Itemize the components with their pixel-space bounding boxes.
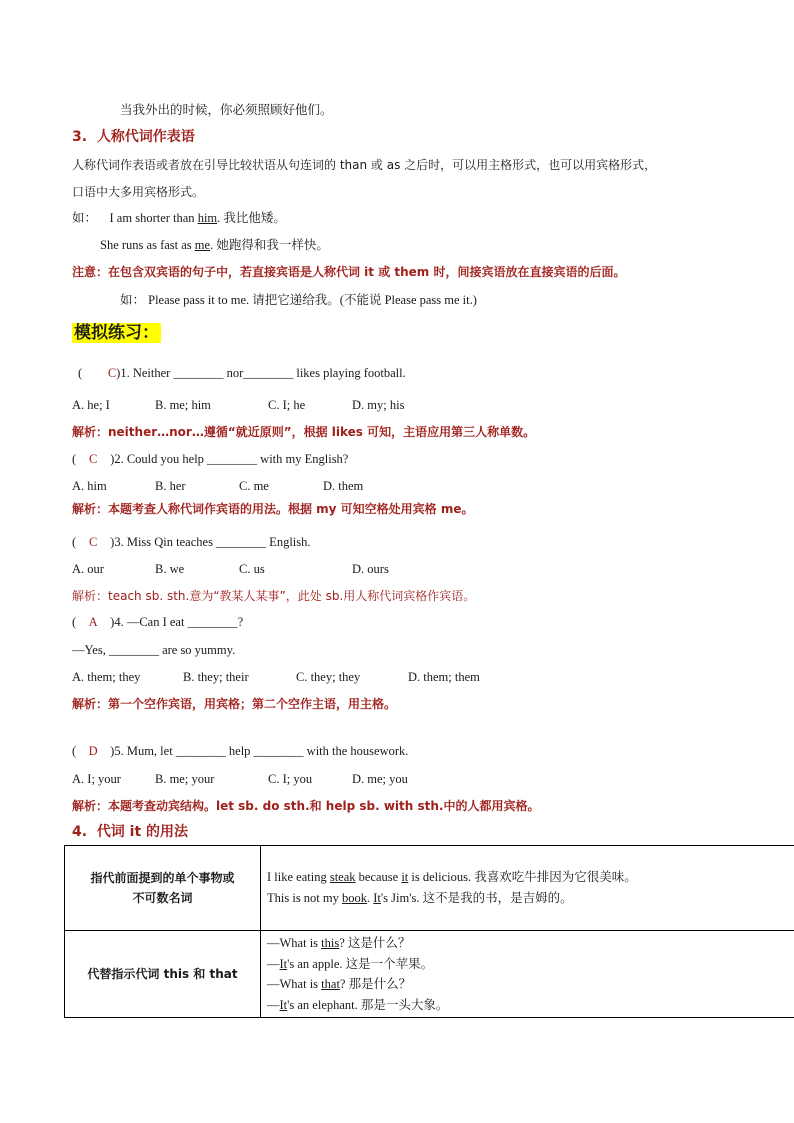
section-3-number: 3. bbox=[72, 129, 88, 145]
text: 's an elephant. 那是一头大象。 bbox=[287, 997, 449, 1012]
question-2-stem: )2. Could you help ________ with my English? bbox=[110, 452, 349, 466]
note-example: 如： Please pass it to me. 请把它递给我。(不能说 Please pass me it.) bbox=[120, 293, 477, 307]
question-3-stem: )3. Miss Qin teaches ________ English. bbox=[110, 535, 311, 549]
table-row bbox=[65, 931, 794, 1018]
example-1-text: I am shorter than bbox=[109, 211, 198, 225]
q4-analysis: 解析：第一个空作宾语，用宾格；第二个空作主语，用主格。 bbox=[72, 697, 397, 711]
section-3-para-2: 口语中大多用宾格形式。 bbox=[72, 185, 205, 199]
q4-option-c: C. they; they bbox=[296, 670, 361, 684]
question-4-open: ( bbox=[72, 615, 77, 629]
text: 's an apple. 这是一个苹果。 bbox=[287, 956, 434, 971]
section-3-title: 人称代词作表语 bbox=[96, 129, 195, 145]
q1-option-a: A. he; I bbox=[72, 398, 110, 412]
intro-line: 当我外出的时候，你必须照顾好他们。 bbox=[120, 102, 333, 117]
q4-option-d: D. them; them bbox=[408, 670, 480, 684]
table-row-2-body bbox=[261, 931, 794, 1018]
question-5 bbox=[72, 743, 408, 759]
question-4 bbox=[72, 614, 243, 630]
q3-option-a: A. our bbox=[72, 562, 104, 576]
row-2-line-2 bbox=[267, 954, 793, 975]
question-5-stem: )5. Mum, let ________ help ________ with the housework. bbox=[110, 744, 409, 758]
q5-analysis: 解析：本题考查动宾结构。let sb. do sth.和 help sb. with sth.中的人都用宾格。 bbox=[72, 799, 540, 813]
row-1-line-1 bbox=[267, 867, 793, 888]
example-2-translation: . 她跑得和我一样快。 bbox=[210, 238, 329, 252]
q1-option-c: C. I; he bbox=[268, 398, 306, 412]
question-3-answer: C bbox=[89, 535, 98, 549]
q4-option-b: B. they; their bbox=[183, 670, 249, 684]
q1-option-b: B. me; him bbox=[155, 398, 211, 412]
text: — bbox=[267, 997, 280, 1012]
q1-option-d: D. my; his bbox=[352, 398, 405, 412]
question-1-answer: C bbox=[107, 366, 117, 380]
underlined-word: steak bbox=[329, 870, 356, 884]
text: ? 那是什么？ bbox=[339, 977, 412, 991]
practice-title-text: 模拟练习： bbox=[74, 323, 159, 343]
example-1-underlined: him bbox=[197, 211, 218, 225]
section-3-para-1: 人称代词作表语或者放在引导比较状语从句连词的 than 或 as 之后时，可以用主格形式，也可以用宾格形式， bbox=[72, 158, 657, 172]
q2-analysis: 解析：本题考查人称代词作宾语的用法。根据 my 可知空格处用宾格 me。 bbox=[72, 502, 474, 516]
row-1-header-line-2: 不可数名词 bbox=[132, 891, 193, 905]
section-4-number: 4. bbox=[72, 824, 88, 840]
section-4-heading bbox=[72, 824, 188, 840]
q5-option-a: A. I; your bbox=[72, 772, 121, 786]
underlined-word: it bbox=[401, 870, 409, 884]
question-1 bbox=[78, 365, 406, 381]
text: — bbox=[267, 956, 280, 971]
question-3-open: ( bbox=[72, 535, 77, 549]
underlined-word: that bbox=[321, 977, 340, 991]
underlined-word: this bbox=[321, 936, 340, 950]
question-4-answer: A bbox=[88, 615, 98, 629]
underlined-word: It bbox=[373, 891, 381, 905]
q5-option-b: B. me; your bbox=[155, 772, 215, 786]
question-5-answer: D bbox=[88, 744, 98, 758]
it-usage-table bbox=[64, 845, 794, 1018]
q3-analysis: 解析：teach sb. sth.意为“教某人某事”，此处 sb.用人称代词宾格作宾语。 bbox=[72, 589, 476, 603]
q5-option-d: D. me; you bbox=[352, 772, 408, 786]
question-3 bbox=[72, 534, 311, 550]
text: This is not my bbox=[267, 891, 343, 905]
practice-title bbox=[72, 322, 161, 345]
example-2-underlined: me bbox=[194, 238, 211, 252]
question-2 bbox=[72, 451, 348, 467]
row-1-line-2 bbox=[267, 888, 793, 909]
note-line: 注意：在包含双宾语的句子中，若直接宾语是人称代词 it 或 them 时，间接宾语放在直接宾语的后面。 bbox=[72, 265, 626, 279]
q2-option-a: A. him bbox=[72, 479, 107, 493]
table-row-1-header bbox=[65, 846, 261, 931]
question-1-stem: )1. Neither ________ nor________ likes playing football. bbox=[116, 366, 406, 380]
text: . bbox=[367, 891, 374, 905]
section-4-title: 代词 it 的用法 bbox=[96, 824, 189, 840]
q3-option-b: B. we bbox=[155, 562, 185, 576]
text: is delicious. 我喜欢吃牛排因为它很美味。 bbox=[408, 870, 637, 884]
example-label: 如： bbox=[72, 210, 98, 225]
q3-option-c: C. us bbox=[239, 562, 265, 576]
underlined-word: It bbox=[279, 956, 288, 971]
row-2-line-3 bbox=[267, 974, 793, 995]
example-2-text: She runs as fast as bbox=[100, 238, 195, 252]
question-1-open: ( bbox=[78, 366, 83, 380]
row-2-line-1 bbox=[267, 933, 793, 954]
q5-option-c: C. I; you bbox=[268, 772, 313, 786]
text: —What is bbox=[267, 977, 322, 991]
table-row-2-header: 代替指示代词 this 和 that bbox=[65, 931, 261, 1018]
text: I like eating bbox=[267, 870, 330, 884]
example-1 bbox=[72, 210, 286, 226]
example-2 bbox=[100, 237, 329, 253]
underlined-word: It bbox=[279, 997, 288, 1012]
question-2-answer: C bbox=[89, 452, 98, 466]
text: because bbox=[355, 870, 402, 884]
question-5-open: ( bbox=[72, 744, 77, 758]
question-2-open: ( bbox=[72, 452, 77, 466]
q4-option-a: A. them; they bbox=[72, 670, 141, 684]
text: ? 这是什么？ bbox=[339, 936, 411, 950]
text: 's Jim's. 这不是我的书，是吉姆的。 bbox=[380, 891, 573, 905]
table-row bbox=[65, 846, 794, 931]
q2-option-d: D. them bbox=[323, 479, 364, 493]
example-1-translation: . 我比他矮。 bbox=[217, 211, 286, 225]
row-2-line-4 bbox=[267, 995, 793, 1016]
question-4-stem-2: —Yes, ________ are so yummy. bbox=[72, 643, 236, 657]
row-1-header-line-1: 指代前面提到的单个事物或 bbox=[90, 871, 235, 885]
q2-option-b: B. her bbox=[155, 479, 186, 493]
q3-option-d: D. ours bbox=[352, 562, 389, 576]
q2-option-c: C. me bbox=[239, 479, 269, 493]
q1-analysis: 解析：neither…nor…遵循“就近原则”，根据 likes 可知，主语应用第三人称单数。 bbox=[72, 425, 536, 439]
underlined-word: book bbox=[342, 891, 368, 905]
table-row-1-body bbox=[261, 846, 794, 931]
text: —What is bbox=[267, 936, 322, 950]
question-4-stem: )4. —Can I eat ________? bbox=[110, 615, 244, 629]
section-3-heading bbox=[72, 129, 195, 145]
